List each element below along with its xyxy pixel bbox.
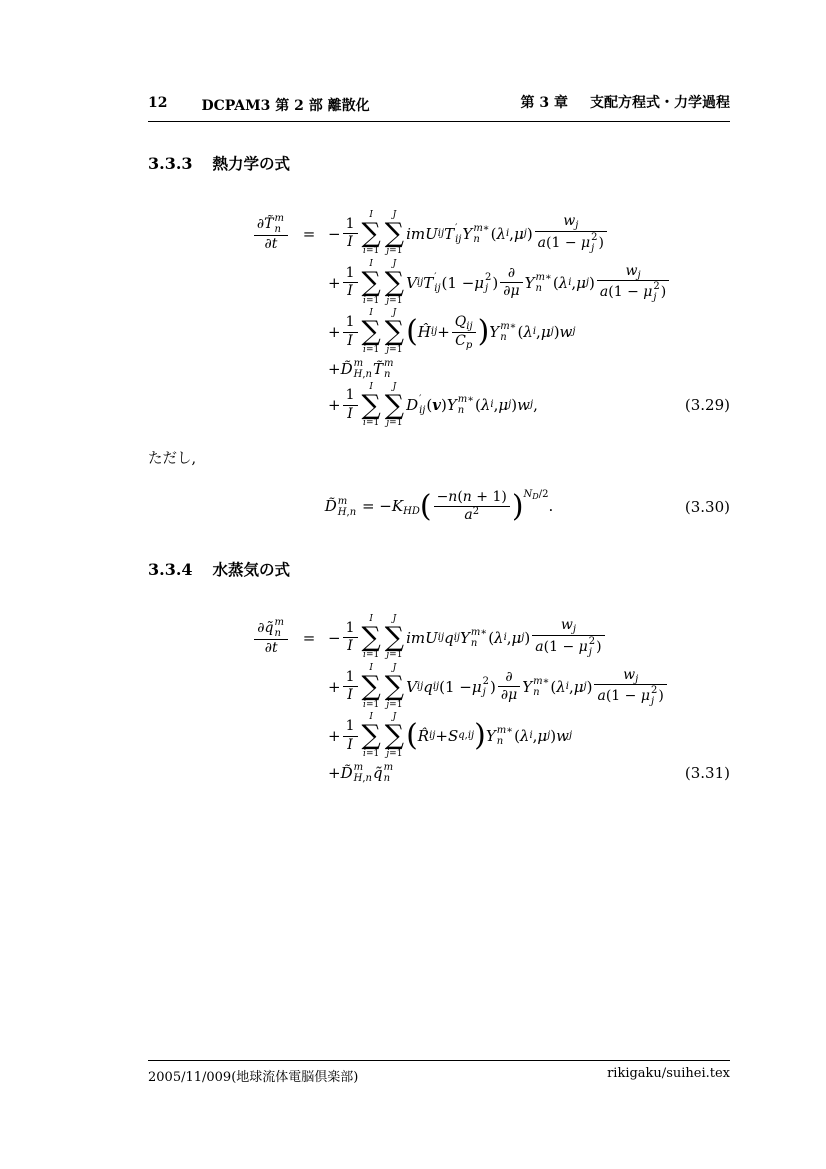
equation-rhs: + 1 I I ∑ i=1 J ∑ j=1 ( R̂ ij + S q,ij ) Y m∗ n ( λ i , μ j ) w j xyxy=(328,712,573,759)
running-title-left: DCPAM3 第 2 部 離散化 xyxy=(201,98,370,114)
equation-rhs: + D̃ m H,n q̃ m n xyxy=(328,761,394,784)
header-left xyxy=(148,95,370,115)
equation-line xyxy=(148,712,730,759)
equation-line xyxy=(148,762,730,784)
equation-rhs: − 1 I I ∑ i=1 J ∑ j=1 i m U ij q ij Y m∗ n ( λ i , μ j ) $w_j$ a(1 − μ 2 j ) xyxy=(328,614,607,661)
footer-right: rikigaku/suihei.tex xyxy=(607,1066,730,1081)
equation-body: D̃ m H,n = $-K_{HD}$( $\frac{-n(n + 1)}{a^2}$ )$^{N_D/2}$. xyxy=(324,488,554,524)
chapter-label: 第 3 章 xyxy=(520,95,568,111)
equation-lhs: ∂T̃ m n ∂t xyxy=(148,213,290,254)
equals-sign: = xyxy=(302,224,316,243)
equation-line xyxy=(148,614,730,661)
page-footer xyxy=(148,1060,730,1085)
section-heading-thermodynamic xyxy=(148,152,730,174)
equation-number: (3.29) xyxy=(684,396,730,415)
equation-line xyxy=(148,210,730,257)
equation-rhs: + 1 I I ∑ i=1 J ∑ j=1 V ij T ′ ij (1 − μ 2 j ) ∂ ∂μ Y m∗ n ( λ i , μ j ) $w_j$ a(1 − μ 2 j ) xyxy=(328,259,671,306)
equation-lhs: ∂q̃ m n ∂t xyxy=(148,617,290,658)
section-heading-water-vapor xyxy=(148,558,730,580)
equation-3-30 xyxy=(148,484,730,530)
equation-line xyxy=(148,663,730,710)
equation-rhs: + 1 I I ∑ i=1 J ∑ j=1 V ij q ij (1 − μ 2 j ) ∂ ∂μ Y m∗ n ( λ i , μ j ) $w_j$ a(1 − μ 2 j ) xyxy=(328,663,669,710)
section-title: 水蒸気の式 xyxy=(212,560,291,579)
page-content xyxy=(148,0,730,786)
chapter-title: 支配方程式・力学過程 xyxy=(590,95,730,111)
equation-rhs: + D̃ m H,n T̃ m n xyxy=(328,357,394,380)
page-number: 12 xyxy=(148,95,168,111)
equals-sign: = xyxy=(302,628,316,647)
equation-rhs: + 1 I I ∑ i=1 J ∑ j=1 ( Ĥ ij + $Q_{ij}$ $C_p$ ) Y m∗ n ( λ i , μ j ) w j xyxy=(328,308,576,355)
footer-left: 2005/11/009(地球流体電脳倶楽部) xyxy=(148,1070,359,1085)
equation-rhs: + 1 I I ∑ i=1 J ∑ j=1 D ′ ij ( v ) Y m∗ n ( λ i , μ j ) w j , xyxy=(328,381,538,429)
equation-line xyxy=(148,382,730,429)
section-title: 熱力学の式 xyxy=(212,155,291,173)
equation-3-31 xyxy=(148,614,730,784)
body-text: ただし, xyxy=(148,450,197,467)
equation-line xyxy=(148,259,730,306)
equation-3-29 xyxy=(148,210,730,429)
equation-line xyxy=(148,358,730,380)
section-number: 3.3.4 xyxy=(148,559,193,579)
equation-number: (3.30) xyxy=(684,497,730,516)
equation-number: (3.31) xyxy=(684,763,730,782)
page-header xyxy=(148,92,730,122)
equation-rhs: − 1 I I ∑ i=1 J ∑ j=1 i m U ij T ′ ij Y m∗ n ( λ i , μ j ) $w_j$ a(1 − μ 2 j ) xyxy=(328,210,609,257)
equation-line xyxy=(148,308,730,355)
header-right xyxy=(521,92,731,112)
section-number: 3.3.3 xyxy=(148,154,193,173)
